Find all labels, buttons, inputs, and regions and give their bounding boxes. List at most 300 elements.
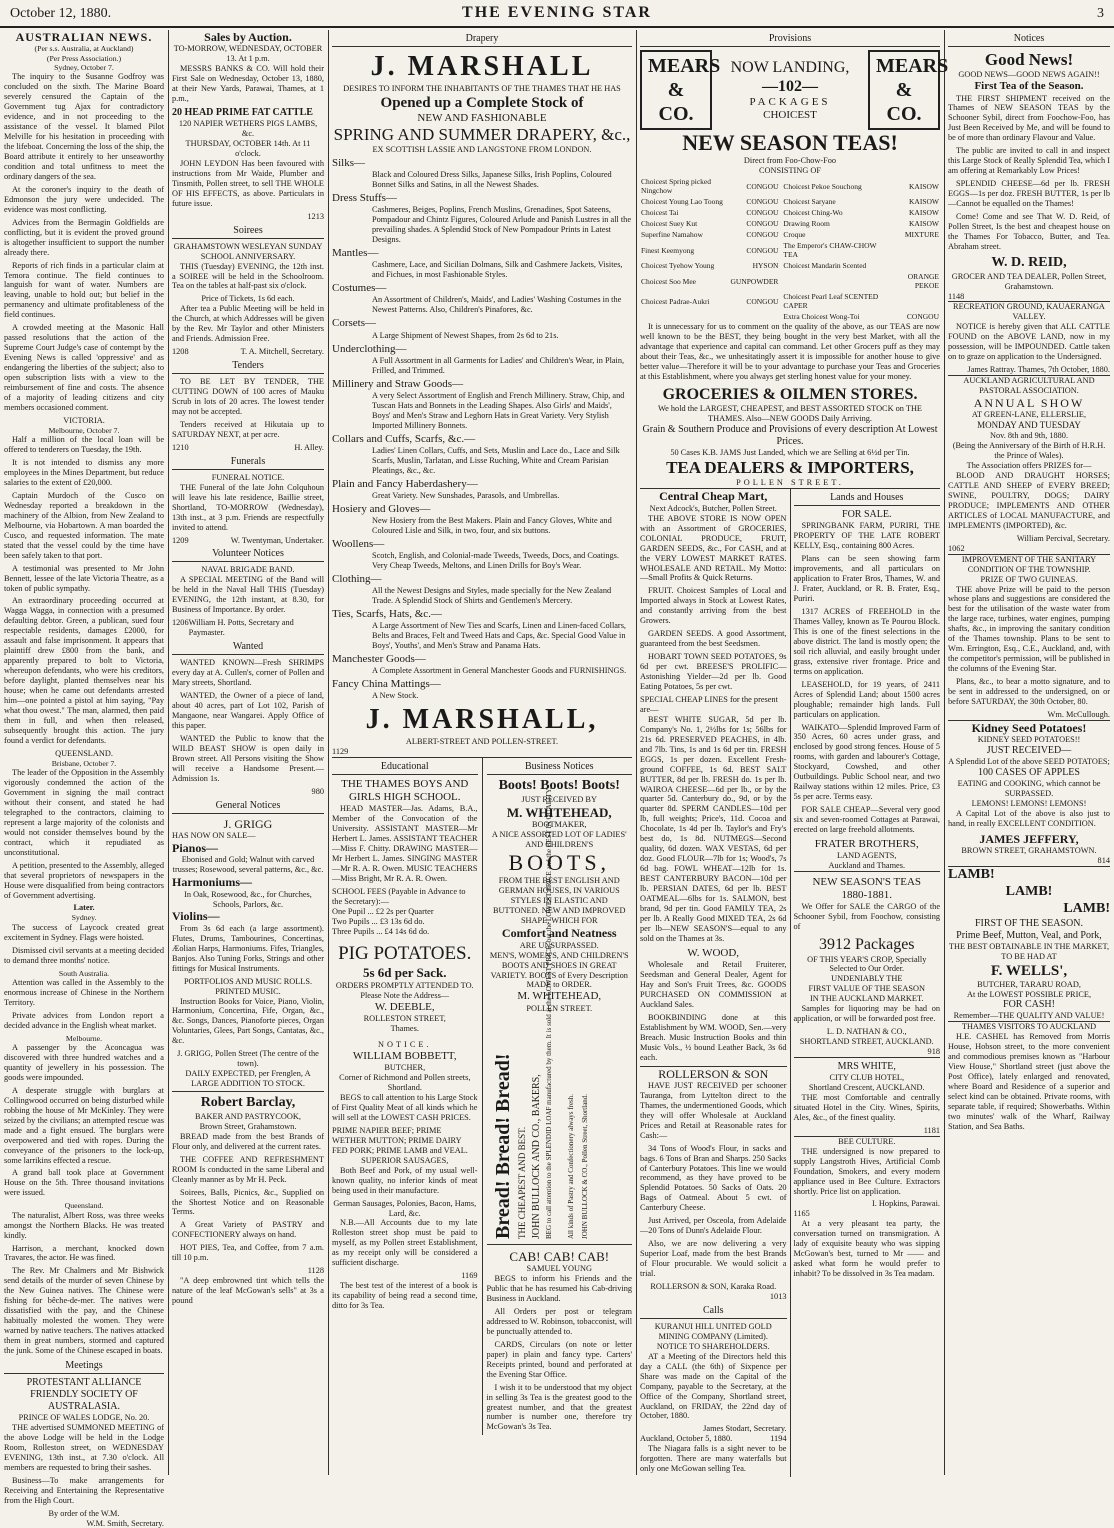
order-line: By order of the W.M. bbox=[48, 1508, 120, 1518]
tea-kind: CONGOU bbox=[906, 312, 939, 322]
dateline: Queensland. bbox=[64, 1201, 104, 1211]
drapery-item-description: A Large Assortment of New Ties and Scarfs, Linen and Linen-faced Collars, Belts and Braces, Felt and Tweed Hats and Caps, &c. Special Good Value in Boys', Youths', and Men's Straw and Panama Hats. bbox=[372, 621, 626, 651]
address: ROLLESTON STREET, bbox=[363, 1014, 446, 1024]
paragraph: LEASEHOLD, for 19 years, of 2411 Acres of Splendid Land; about 1500 acres ploughable; remainder high lands. Full particulars on application. bbox=[793, 679, 940, 719]
tea-name: Choicest Saryane bbox=[783, 197, 836, 207]
paragraph: It is unnecessary for us to comment on the quality of the above, as our TEAS are now well known to be the BEST, they being bought in the very best Market, with all the advantage that experience and capital can command. Let other Grocers puff as they may about their Teas, &c., we unhesitatingly assert it is impossible for another house to give better value—Therefore it will be to your advantage to purchase your Teas and Groceries at this Establishment, where you always get sterling honest value for your money. bbox=[640, 322, 940, 382]
ad-line: Remember—THE QUALITY AND VALUE! bbox=[948, 1011, 1110, 1022]
signature: William Percival, Secretary. bbox=[1016, 533, 1110, 543]
tea-kind: HYSON bbox=[752, 261, 779, 271]
auction-date: TO-MORROW, WEDNESDAY, OCTOBER 13. At 1 p.m. bbox=[173, 44, 323, 64]
ad-line: At the LOWEST POSSIBLE PRICE, bbox=[966, 989, 1092, 999]
drapery-item bbox=[332, 678, 632, 701]
ad-number: 980 bbox=[311, 786, 324, 796]
ad-line: J. GRIGG, Pollen Street (The centre of the town). bbox=[177, 1049, 319, 1069]
ad-line: BUTCHER, bbox=[384, 1063, 426, 1073]
ad-line: GOOD NEWS—GOOD NEWS AGAIN!! bbox=[958, 70, 1100, 80]
drapery-item-heading: Clothing— bbox=[332, 572, 382, 585]
ad-line: OF THIS YEAR'S CROP, Specially Selected to Our Order. bbox=[807, 954, 927, 974]
ad-line: THE CHEAPEST AND BEST. bbox=[516, 1126, 527, 1239]
ad-headline: SPRING AND SUMMER DRAPERY, &c., bbox=[333, 124, 631, 144]
signature: I. Hopkins, Parawai. bbox=[872, 1199, 940, 1209]
drapery-item bbox=[332, 157, 632, 190]
section-heading-provisions: Provisions bbox=[640, 32, 940, 47]
drapery-item-description: A very Select Assortment of English and French Millinery. Straw, Chip, and Tuscan Hats and Bonnets in the Leading Shapes. Also Girls' and Maids', Boys' and Men's Straw and Leghorn Hats in Great Variety. Very Stylish Imported Millinery Bonnets. bbox=[372, 390, 625, 430]
tea-kind: CONGOU bbox=[746, 208, 779, 218]
paragraph: After tea a Public Meeting will be held in the Church, at which Addresses will be given by the Rev. Mr Taylor and other Ministers and Friends. Admission Free. bbox=[172, 304, 324, 344]
ad-line: 1880-1881. bbox=[841, 889, 892, 902]
ad-line: Brown Street, Grahamstown. bbox=[199, 1121, 297, 1131]
paragraph: 34 Tons of Wood's Flour, in sacks and bags. 6 Tons of Bran and Sharps. 250 Sacks of Canterbury Potatoes. This line we would recommend, as they have proved to be Splendid Potatoes. 50 Sacks of Oats. 20 Bags of Oatmeal. About 5 cwt. of Canterbury Cheese. bbox=[640, 1143, 787, 1213]
paragraph: A Great Variety of PASTRY and CONFECTIONERY always on hand. bbox=[172, 1220, 324, 1240]
paragraph: MESSRS BANKS & CO. Will hold their First Sale on Wednesday, October 13, 1880, at their New Yards, Parawai, Thames, at 1 p.m., bbox=[172, 64, 324, 104]
ad-line: THE BEST OBTAINABLE IN THE MARKET, bbox=[948, 941, 1110, 951]
drapery-item-description: A Full Assortment in all Garments for Ladies' and Children's Wear, in Plain, Frilled, and Trimmed. bbox=[372, 355, 625, 375]
paragraph: FOR SALE CHEAP—Several very good six and seven-roomed Cottages at Parawai, erected on large freehold allotments. bbox=[793, 805, 940, 835]
paragraph: GARDEN SEEDS. A good Assortment, guaranteed from the best Seedsmen. bbox=[640, 629, 787, 649]
paragraph: THE most Comfortable and centrally situated Hotel in the City. Wines, Spirits, Ales, &c., of the finest quality. bbox=[793, 1092, 940, 1122]
column-australian-news bbox=[4, 30, 169, 1528]
advertiser-name: J. MARSHALL, bbox=[365, 704, 599, 736]
drapery-item bbox=[332, 282, 632, 315]
tea-name: Superfine Namahow bbox=[641, 230, 703, 240]
drapery-item-heading: Fancy China Mattings— bbox=[332, 678, 441, 691]
tea-kind: CONGOU bbox=[746, 296, 779, 306]
ad-line: EX SCOTTISH LASSIE AND LANGSTONE FROM LONDON. bbox=[372, 145, 592, 155]
drapery-item-heading: Woollens— bbox=[332, 537, 385, 550]
ad-line: Grain & Southern Produce and Provisions of every description At Lowest Prices. bbox=[642, 424, 938, 448]
ad-line: SUPERIOR SAUSAGES, bbox=[361, 1155, 449, 1165]
fee-line: One Pupil ... £2 2s per Quarter bbox=[332, 906, 434, 916]
paragraph: Half a million of the local loan will be offered to tenderers on Tuesday, the 19th. bbox=[4, 435, 164, 455]
drapery-item bbox=[332, 433, 632, 476]
drapery-item-heading: Silks— bbox=[332, 157, 366, 170]
ad-line: DESIRES TO INFORM THE INHABITANTS OF THE THAMES THAT HE HAS bbox=[343, 83, 621, 93]
paragraph: BOOKBINDING done at this Establishment by WM. WOOD, Sen.—very Breach. Music Instruction Books and thin Music Vols., ½ bound Leather Back, 3s 6d each. bbox=[640, 1012, 787, 1062]
drapery-item-description: Cashmeres, Beiges, Poplins, French Muslins, Grenadines, Spot Sateens, Pompadour and Chintz Figures, Coloured Arlude and Panish Lustres in all the prevailing shades. A Splendid Stock of New Pompadour Prints in Latest Designs. bbox=[372, 205, 632, 245]
ad-line: We hold the LARGEST, CHEAPEST, and BEST ASSORTED STOCK on THE THAMES. Also—NEW GOODS Daily Arriving. bbox=[657, 404, 923, 424]
advertiser-name: J. MARSHALL bbox=[370, 51, 594, 82]
drapery-item bbox=[332, 538, 632, 571]
paragraph: A testimonial was presented to Mr John Bennett, lessee of the late Victoria Theatre, as a token of public sympathy. bbox=[4, 563, 164, 593]
drapery-item bbox=[332, 247, 632, 280]
paragraph: WANTED the Public to know that the WILD BEAST SHOW is open daily in Brown street. All Persons visiting the Show will receive a Handsome Present.—Admission 1s. bbox=[172, 733, 324, 783]
paragraph: The leader of the Opposition in the Assembly vigorously condemned the action of the Government in signing the mail contract without their consent, and stated he had telegraphed to the contractors, claiming to represent a large majority of the colonists and would not consider themselves bound by the contract, which it repudiated as unconstitutional. bbox=[4, 768, 164, 857]
address: Shortland Crescent, AUCKLAND. bbox=[808, 1083, 925, 1092]
advertiser-name: ROLLERSON & SON bbox=[640, 1066, 787, 1081]
paragraph: THE undersigned is now prepared to supply Langstroth Hives, Artificial Comb Foundation, Smokers, and every modern appliance used in Bee Culture. Extractors shortly. Price list on application. bbox=[793, 1146, 940, 1196]
ad-headline: Kidney Seed Potatoes! bbox=[971, 720, 1087, 735]
paragraph: At the coroner's inquiry to the death of Edmonson the jury were undecided. The evidence was most conflicting. bbox=[4, 184, 164, 214]
news-source: (Per s.s. Australia, at Auckland) bbox=[34, 44, 134, 54]
ad-number: 1128 bbox=[307, 1266, 324, 1276]
tea-name: Finest Keemyong bbox=[641, 245, 695, 255]
ad-line: PACKAGES bbox=[749, 96, 831, 108]
advertiser-name: W. D. REID, bbox=[991, 254, 1067, 270]
paragraph: WAIKATO—Splendid Improved Farm of 350 Acres, 60 acres under grass, and enclosed by good strong fences. House of 5 rooms, with garden and labourer's Cottage, Stockyard, Cowshed, and other Outbuildings. Public School near, and two Railway stations within 12 miles. Price, £3 5s per acre. Terms easy. bbox=[793, 722, 940, 802]
paragraph: At a very pleasant tea party, the conversation turned on transmigration. A lady of exquisite beauty who was sipping McGowan's best, turned to Mr —— and asked what form he would prefer to inhabit? To be dissolved in 3s Tea madam. bbox=[793, 1219, 940, 1279]
paragraph: Plans can be seen showing farm improvements, and all particulars on application to Frater Bros, Thames, W. and J. Frater, Auckland, or R. B. Frater, Esq., Puriri. bbox=[793, 554, 940, 604]
paragraph: BEST WHITE SUGAR, 5d per lb. Company's No. 1, 2½lbs for 1s; 56lbs for 21s 6d. PRESERVED PEACHES, in 4lb. and 7lb. Tins, 1s and 1s 6d per tin. FRESH EGGS, 1s per dozen. Excellent Fresh-ground COFFEE, 1s 6d. BEST SALT BUTTER, 8d per lb. FRESH do. 1s per lb. WAIROA CHEESE—6d per lb., or by the quarter 5d. Canterbury do., 9d, or by the quarter 8d. SPERM CANDLES—10d per lb, full weights; Price's, 11d. Cocoa and Chocolate, 1s 4d per lb. Taylor's and Fry's best do, 1s 8d. NUTMEGS—Second quality, 6d dozen. WAX VESTAS, 6d per doz. Good FLOUR—7lb for 1s; Wood's, 7s 6d bag. FOWL WHEAT—12lb for 1s. BEST CANTERBURY BACON—10d per lb. PERSIAN DATES, 6d per lb. BEST OATMEAL—6lbs for 1s. SALMON, best brand, 9d per tin. Good FAMILY TEA, 2s per lb. A Really Good MIXED TEA, 2s 6d per lb—NEW SEASON'S—equal to any sold on the Thames at 3s. bbox=[640, 714, 787, 943]
ad-line: BAKER AND PASTRYCOOK, bbox=[195, 1111, 301, 1121]
news-title: AUSTRALIAN NEWS. bbox=[15, 30, 153, 44]
ad-number: 918 bbox=[794, 1047, 941, 1058]
paragraph: Attention was called in the Assembly to the enormous increase of Chinese in the Northern Territory. bbox=[4, 977, 164, 1007]
ad-headline: NOW LANDING, bbox=[730, 58, 850, 76]
drapery-item-heading: Mantles— bbox=[332, 247, 379, 260]
paragraph: From 3s 6d each (a large assortment). Flutes, Drums, Tambourines, Concertinas, Æolian Harps, Harmoniums. Fifes, Triangles, Banjos. Also Tuning Forks, Strings and other fittings for Musical Instruments. bbox=[172, 923, 324, 973]
advertiser-name: W. WOOD, bbox=[687, 946, 740, 959]
section-heading-educational: Educational bbox=[332, 760, 478, 775]
drapery-item-description: Great Variety. New Sunshades, Parasols, and Umbrellas. bbox=[372, 490, 560, 500]
paragraph: Harrison, a merchant, knocked down Travares, the actor. He was fined. bbox=[4, 1243, 164, 1263]
ad-line: KIDNEY SEED POTATOES!! bbox=[977, 735, 1081, 745]
paragraph: A Capital Lot of the above is also just to hand, in really EXCELLENT CONDITION. bbox=[948, 809, 1110, 828]
fee-line: Two Pupils ... £3 13s 6d do. bbox=[332, 916, 425, 926]
tea-kind bbox=[886, 291, 940, 311]
product-heading: Pianos— bbox=[172, 840, 219, 855]
section-heading-notices: Notices bbox=[948, 32, 1110, 47]
paragraph: Also, we are now delivering a very Superior Loaf, made from the best Brands of Flour procurable. We would solicit a trial. bbox=[640, 1239, 787, 1279]
paragraph: Advices from the Bermagin Goldfields are conflicting, but it is evident the proved ground is altogether insufficient to support the number already there. bbox=[4, 217, 164, 257]
ad-number: 814 bbox=[948, 856, 1110, 867]
tea-kind: CONGOU bbox=[746, 219, 779, 229]
ticket-price: Price of Tickets, 1s 6d each. bbox=[201, 294, 295, 304]
section-heading-calls: Calls bbox=[640, 1304, 787, 1319]
region-heading: Later. bbox=[73, 903, 95, 913]
ad-headline: TEA DEALERS & IMPORTERS, bbox=[666, 458, 914, 478]
tea-name bbox=[640, 311, 729, 322]
dateline: Melbourne, October 7. bbox=[48, 425, 120, 435]
tea-kind bbox=[729, 311, 779, 322]
section-heading-business: Business Notices bbox=[487, 760, 633, 775]
signature: ROLLERSON & SON, Karaka Road. bbox=[650, 1282, 777, 1291]
drapery-item-heading: Hosiery and Gloves— bbox=[332, 502, 431, 515]
drapery-item bbox=[332, 608, 632, 651]
drapery-item-description: An Assortment of Children's, Maids', and Ladies' Washing Costumes in the Newest Patterns. Also, Children's Pinafores, &c. bbox=[372, 295, 622, 315]
paragraph: The success of Laycock created great excitement in Sydney. Flags were hoisted. bbox=[4, 922, 164, 942]
ad-line: IN THE AUCKLAND MARKET. bbox=[809, 994, 924, 1004]
section-heading-auctions: Sales by Auction. bbox=[204, 30, 292, 44]
drapery-item-description: Black and Coloured Dress Silks, Japanese Silks, Irish Poplins, Coloured Bonnet Silks and Satins, in all the Newest Shades. bbox=[372, 170, 612, 190]
tea-name: Choicest Young Lao Toong bbox=[641, 197, 723, 207]
signature: James Stodart, Secretary. bbox=[703, 1424, 787, 1434]
tea-row bbox=[640, 218, 940, 229]
section-heading-lands: Lands and Houses bbox=[794, 491, 941, 506]
paragraph: Dismissed civil servants at a meeting decided to demand three months' notice. bbox=[4, 945, 164, 965]
ad-headline: NEW SEASON'S TEAS bbox=[812, 876, 922, 889]
price: 5s 6d per Sack. bbox=[362, 965, 447, 981]
section-heading-volunteer: Volunteer Notices bbox=[172, 547, 324, 562]
address: JOHN BULLOCK & CO., Pollen Street, Shortland. bbox=[580, 1093, 589, 1239]
notice-title: BEE CULTURE. bbox=[794, 1136, 941, 1147]
address: Thames. bbox=[390, 1024, 419, 1034]
fee-line: Three Pupils ... £4 14s 6d do. bbox=[332, 926, 430, 936]
ad-line: EATING and COOKING, which cannot be SURPASSED. bbox=[957, 779, 1101, 799]
drapery-item bbox=[332, 343, 632, 376]
paragraph: BEGS to inform his Friends and the Public that he has resumed his Cab-driving Business in Auckland. bbox=[486, 1274, 632, 1303]
drapery-item bbox=[332, 653, 632, 676]
ad-number: 1013 bbox=[769, 1291, 787, 1301]
advertiser-name: F. WELLS', bbox=[990, 962, 1068, 979]
paragraph: SPLENDID CHEESE—6d per lb. FRESH EGGS—1s per doz. FRESH BUTTER, 1s per lb—Cannot be equalled on the Thames! bbox=[948, 179, 1110, 209]
paragraph: "A deep embrowned tint which tells the nature of the leaf McGowan's sells" at 3s a pound bbox=[172, 1276, 324, 1306]
paragraph: A passenger by the Aconcagua was discovered with three hundred watches and a quantity of jewellery in his possession. The goods were impounded. bbox=[4, 1043, 164, 1082]
region-heading: QUEENSLAND. bbox=[55, 748, 113, 758]
drapery-item-description: Ladies' Linen Collars, Cuffs, and Sets, Muslin and Lace do., Lace and Silk Scarfs, Muslin, Tarlatan, and Lisse Ruching, White and Cream Parisian Pleatings, &c., &c. bbox=[372, 445, 620, 475]
ad-headline: 3912 Packages bbox=[818, 936, 915, 954]
paragraph: Wholesale and Retail Fruiterer, Seedsman and General Dealer, Agent for Hay and Son's Fruit Trees, &c. GOODS PURCHASED ON COMMISSION at Auckland Sales. bbox=[640, 959, 787, 1009]
dateline: Melbourne. bbox=[65, 1033, 103, 1043]
news-agency: (Per Press Association.) bbox=[46, 53, 122, 63]
paragraph: BLOOD AND DRAUGHT HORSES; CATTLE AND SHEEP of EVERY BREED; SWINE, POULTRY, DOGS; DAIRY PRODUCE; IMPLEMENTS AND OTHER ARTICLES of LOCAL MANUFACTURE, and IMPLEMENTS (IMPORTED), &c. bbox=[948, 471, 1110, 530]
tea-kind: KAISOW bbox=[909, 181, 939, 191]
tea-kind: CONGOU bbox=[746, 197, 779, 207]
tea-kind: MIXTURE bbox=[904, 230, 939, 240]
ad-line: FIRST VALUE OF THE SEASON bbox=[808, 984, 925, 994]
ad-line: BOOTMAKER, bbox=[531, 820, 587, 830]
tea-name: Choicest Pearl Leaf SCENTED CAPER bbox=[783, 292, 879, 311]
paragraph: THIS (Tuesday) EVENING, the 12th inst. a SOIREE will be held in the Schoolroom. Tea on the tables at half-past six o'clock. bbox=[172, 261, 324, 291]
paragraph: An extraordinary proceeding occurred at Wagga Wagga, in connection with a presumed defaulting debtor. Green, a publican, sued four respectable residents, damages £2000, for assault and false imprisonment. It appears that plaintiff drew £800 from the bank, and apparently prepared to bolt to Victoria, whereupon defendants, who were his creditors, before daylight, planted themselves near his house; when he came out defendants arrested him—one pointed a pistol at him saying, "Pay what thou owest." The man, alarmed, then paid them in full, and when then released, subsequently brought this action. The jury found a verdict for defendants. bbox=[4, 596, 164, 745]
tea-row bbox=[640, 176, 940, 196]
paragraph: THE COFFEE AND REFRESHMENT ROOM Is conducted in the same Liberal and Cleanly manner as by Mr H. Peck. bbox=[172, 1154, 324, 1184]
tea-name: Choicest Spring picked Ningchow bbox=[641, 177, 711, 196]
ad-line: CHOICEST bbox=[763, 109, 817, 122]
ad-number: 1148 bbox=[948, 292, 1110, 303]
ad-line: HAS NOW ON SALE— bbox=[172, 830, 256, 840]
ad-number: 1165 bbox=[793, 1209, 810, 1219]
ad-line: PRIZE OF TWO GUINEAS. bbox=[980, 574, 1078, 584]
drapery-item-heading: Millinery and Straw Goods— bbox=[332, 377, 464, 390]
address: Corner of Richmond and Pollen streets, Shortland. bbox=[339, 1073, 471, 1093]
ad-number: 1210 bbox=[172, 442, 189, 452]
tea-list bbox=[640, 176, 940, 322]
notice-title: THAMES VISITORS TO AUCKLAND bbox=[961, 1022, 1097, 1032]
ad-headline: LAMB! bbox=[948, 867, 995, 883]
ad-headline: Bread! Bread! Bread! bbox=[491, 1053, 514, 1239]
address: GROCER AND TEA DEALER, Pollen Street, Grahamstown. bbox=[951, 271, 1107, 291]
paragraph: BREAD made from the best Brands of Flour only, and delivered at the current rates. bbox=[172, 1131, 324, 1151]
paragraph: Reports of rich finds in a particular claim at Temora continue. The field continues to languish for want of water. Numbers are leaving, unable to hold out; but belief in the permanency and ultimate profitableness of the field continues. bbox=[4, 260, 164, 320]
tea-name: Extra Choicest Wong-Toi bbox=[783, 312, 860, 322]
ad-headline: Good News! bbox=[984, 50, 1074, 69]
ad-headline: LAMB! bbox=[1005, 884, 1053, 900]
paragraph: Business—To make arrangements for Receiving and Entertaining the Representative from the High Court. bbox=[4, 1475, 164, 1505]
section-heading-funerals: Funerals bbox=[172, 455, 324, 470]
paragraph: We Offer for SALE the CARGO of the Schooner Sybil, from Foochow, consisting of bbox=[793, 902, 940, 932]
drapery-item-heading: Corsets— bbox=[332, 317, 376, 330]
dateline: Sydney, October 7. bbox=[54, 63, 114, 73]
tea-kind: KAISOW bbox=[909, 208, 939, 218]
ad-number: 1213 bbox=[307, 211, 324, 221]
tea-name: Choicest Ching-Wo bbox=[783, 208, 843, 218]
tea-kind bbox=[886, 240, 940, 260]
ad-number: 1062 bbox=[948, 544, 1110, 555]
tea-kind: GUNPOWDER bbox=[730, 276, 779, 286]
drapery-item-description: A Large Shipment of Newest Shapes, from 2s 6d to 21s. bbox=[372, 330, 559, 340]
tea-row bbox=[640, 271, 940, 291]
advertiser-name: WILLIAM BOBBETT, bbox=[352, 1050, 457, 1062]
ad-number: 1209 bbox=[172, 535, 189, 545]
ad-headline: CAB! CAB! CAB! bbox=[509, 1248, 610, 1264]
ad-number: 1206 bbox=[172, 618, 189, 628]
paragraph: I wish it to be understood that my object in selling 3s Tea is the greatest good to the greatest number, and that the greatest number is number one, therefore try McGowan's 3s Tea. bbox=[486, 1382, 632, 1432]
mears-logo-left: MEARS & CO. bbox=[640, 50, 712, 130]
address: SHORTLAND STREET, AUCKLAND. bbox=[799, 1037, 934, 1047]
section-heading-meetings: Meetings bbox=[4, 1359, 164, 1374]
paragraph: WANTED, the Owner of a piece of land, about 40 acres, part of Lot 102, Parish of Mangaone, near Wangarei. Apply Office of this paper. bbox=[172, 691, 324, 730]
ad-line: Nov. 8th and 9th, 1880. bbox=[989, 431, 1069, 441]
ad-line: ORDERS PROMPTLY ATTENDED TO. bbox=[335, 981, 474, 991]
ad-line: FROM THE BEST ENGLISH AND GERMAN HOUSES, IN VARIOUS STYLES IN ELASTIC AND BUTTONED. NEW AND IMPROVED SHAPE, WHICH FOR bbox=[493, 876, 626, 926]
ad-line: In Oak, Rosewood, &c., for Churches, Schools, Parlors, &c. bbox=[184, 889, 312, 909]
page-number: 3 bbox=[1097, 6, 1104, 21]
section-heading-tenders: Tenders bbox=[172, 359, 324, 374]
paragraph: HOT PIES, Tea, and Coffee, from 7 a.m. till 10 p.m. bbox=[172, 1243, 324, 1263]
tea-name: Choicest Suey Kut bbox=[641, 219, 698, 229]
ad-line: NEW AND FASHIONABLE bbox=[417, 111, 547, 124]
dateline: Sydney. bbox=[71, 913, 97, 923]
address: BUTCHER, TARARU ROAD, bbox=[977, 979, 1081, 989]
section-heading-general: General Notices bbox=[172, 799, 324, 814]
ad-headline: ANNUAL SHOW bbox=[973, 396, 1085, 411]
ad-line: The Association offers PRIZES for— bbox=[966, 461, 1092, 471]
paragraph: Private advices from London report a decided advance in the English wheat market. bbox=[4, 1010, 164, 1030]
tea-kind: KAISOW bbox=[909, 197, 939, 207]
region-heading: VICTORIA. bbox=[63, 415, 105, 425]
signature: H. Alley. bbox=[294, 442, 324, 452]
ad-line: LAND AGENTS, bbox=[837, 851, 897, 861]
ad-line: PRIME NAPIER BEEF; PRIME WETHER MUTTON; PRIME DAIRY FED PORK; PRIME LAMB and VEAL. bbox=[332, 1125, 468, 1155]
auction-lot: 20 HEAD PRIME FAT CATTLE bbox=[172, 107, 313, 119]
paragraph: WANTED KNOWN—Fresh SHRIMPS every day at A. Cullen's, corner of Pollen and Mary streets, Shortland. bbox=[172, 658, 324, 688]
signature: T. A. Mitchell, Secretary. bbox=[240, 347, 324, 357]
ad-line: ARE UNSURPASSED. bbox=[519, 940, 599, 950]
ad-line: FIRST OF THE SEASON. bbox=[975, 917, 1083, 929]
product-heading: Violins— bbox=[172, 909, 220, 924]
paragraph: Tenders received at Hikutaia up to SATURDAY NEXT, at per acre. bbox=[172, 419, 324, 439]
ad-line: JUST RECEIVED— bbox=[986, 745, 1072, 757]
ad-headline: Opened up a Complete Stock of bbox=[380, 94, 584, 111]
ad-headline: NEW SEASON TEAS! bbox=[682, 130, 898, 155]
tea-name: The Emperor's CHAW-CHOW TEA bbox=[783, 241, 877, 260]
paragraph: JOHN LEYDON Has been favoured with instructions from Mr Waide, Plumber and Tinsmith, Pollen street, to sell THE WHOLE OF HIS EFFECTS, as above. Particulars in future issue. bbox=[172, 158, 324, 208]
drapery-item bbox=[332, 503, 632, 536]
paragraph: Soirees, Balls, Picnics, &c., Supplied on the Shortest Notice and on Reasonable Terms. bbox=[172, 1187, 324, 1217]
ad-line: SCHOOL FEES (Payable in Advance to the Secretary):— bbox=[332, 886, 466, 906]
notice-title: IMPROVEMENT OF THE SANITARY CONDITION OF THE TOWNSHIP. bbox=[961, 554, 1097, 574]
drapery-item-description: All the Newest Designs and Styles, made specially for the New Zealand Trade. A Splendid Stock of Shirts and Gentlemen's Mercery. bbox=[372, 586, 612, 606]
ad-line: MONDAY AND TUESDAY bbox=[977, 420, 1081, 431]
advertiser-name: M. WHITEHEAD, bbox=[506, 804, 612, 820]
paragraph: A crowded meeting at the Masonic Hall passed resolutions that the action of the Supreme Court Judge's case of contempt by the Evening News is called 'oppressive' and as endangering the liberties of the subject; also to open subscription lists with a view to the reimbursement of fine and costs. The absence of a majority of leading citizens and city members occasioned comment. bbox=[4, 323, 164, 412]
tea-name: Croque bbox=[783, 230, 806, 240]
advertiser-name: JOHN BULLOCK AND CO., BAKERS, bbox=[530, 1073, 542, 1239]
paragraph: SPRINGBANK FARM, PURIRI, THE PROPERTY OF THE LATE ROBERT KELLY, Esq., containing 800 Acres. bbox=[793, 521, 940, 551]
paragraph: CARDS, Circulars (on note or letter paper) in plain and fancy type. Carters' Receipts printed, bound and perforated at the Evening Star Office. bbox=[486, 1339, 632, 1379]
signature: William H. Potts, Secretary and Paymaster. bbox=[188, 618, 294, 638]
notice-title: FUNERAL NOTICE. bbox=[211, 472, 285, 482]
paragraph: H.E. CASHEL has Removed from Morris House, Hobson street, to the more convenient and commodious premises known as "Harbour View House," Shortland street (just above the Post Office), lately enlarged and renovated, where Board and Residence of a superior and select kind can be obtained. Private rooms, with separate table, if required; Showerbaths. Within two minutes' walk of the Wharf, Railway Station, and Sea Baths. bbox=[948, 1032, 1110, 1131]
advertiser-name: Central Cheap Mart, bbox=[659, 489, 768, 504]
paragraph: Come! Come and see That W. D. Reid, of Pollen Street, Is the best and cheapest house on the Thames For Tobacco, Butter, and Tea. Abraham street. bbox=[948, 212, 1110, 251]
ad-line: LEMONS! LEMONS! LEMONS! bbox=[971, 799, 1087, 809]
ad-line: TO BE HAD AT bbox=[1001, 951, 1057, 961]
ad-line: Prime Beef, Mutton, Veal, and Pork, bbox=[956, 929, 1102, 941]
column-drapery bbox=[332, 30, 637, 1475]
drapery-item-description: A New Stock. bbox=[372, 691, 419, 701]
drapery-item bbox=[332, 573, 632, 606]
ad-line: Direct from Foo-Chow-Foo bbox=[743, 156, 837, 166]
notice-title: NOTICE. bbox=[378, 1040, 432, 1050]
auction-date: THURSDAY, OCTOBER 14th. At 11 o'clock. bbox=[185, 139, 311, 158]
tea-row bbox=[640, 311, 940, 322]
tea-name: Choicest Tyehow Young bbox=[641, 261, 715, 271]
school-name: THE THAMES BOYS AND GIRLS HIGH SCHOOL. bbox=[341, 777, 469, 804]
signature: W.M. Smith, Secretary. bbox=[86, 1518, 164, 1528]
paragraph: THE above Prize will be paid to the person whose plans and suggestions are considered the best for the utilisation of the waste water from the large race, turbines, water engines, pumping shafts, &c., in improving the sanitary condition of the Thames township. Plans to be sent to Wm. Errington, Esq., C.E., Auckland, and, with the competitor's permission, will be published in the columns of the Evening Star. bbox=[948, 584, 1110, 674]
column-notices bbox=[948, 30, 1110, 1475]
paragraph: The inquiry to the Susanne Godfroy was concluded on the sixth. The Marine Board severely censured the Captain of the Government tug Ajax for contradictory evidence, and in not proceeding to the assistance of the vessel. It blamed Pilot Melville for his hesitation in proceeding with the lifeboat. Concerning the loss of the ship, the Board attribute it entirely to her unseaworthy condition and total unfitness to meet the ordinary dangers of the sea. bbox=[4, 72, 164, 181]
advertiser-name: JAMES JEFFERY, bbox=[979, 831, 1079, 846]
paragraph: Instruction Books for Voice, Piano, Violin, Harmonium, Concertina, Fife, Organ, &c., &c. Songs, Dances, Pianoforte pieces, Organ Voluntaries, Glees, Part Songs, Cantatas, &c., &c. bbox=[172, 996, 324, 1046]
notice-title: RECREATION GROUND, KAUAERANGA VALLEY. bbox=[953, 302, 1105, 322]
paragraph: NOTICE is hereby given that ALL CATTLE FOUND on the ABOVE LAND, now in my possession, will be IMPOUNDED. Cattle taken on to graze on application to the Undersigned. bbox=[948, 322, 1110, 362]
address: Next Adcock's, Butcher, Pollen Street. bbox=[649, 503, 777, 513]
mears-logo-right: MEARS & CO. bbox=[868, 50, 940, 130]
ad-line: FOR CASH! bbox=[1003, 999, 1055, 1011]
signature: W. Twentyman, Undertaker. bbox=[230, 535, 324, 545]
paragraph: THE advertised SUMMONED MEETING of the above Lodge will be held in the Lodge Room, Rolleston street, on WEDNESDAY EVENING, 13th inst., at 7.30 o'clock. All members are requested to bring their sashes. bbox=[4, 1422, 164, 1472]
ad-headline: Comfort and Neatness bbox=[501, 926, 617, 941]
address: Auckland and Thames. bbox=[794, 861, 941, 872]
ad-line: BEG to call attention to the SPLENDID LOAF manufactured by them. It is sold at the LOWEST PRICE, but the LOWEST PRICE and the BEST IN QUALITY. bbox=[544, 787, 553, 1239]
ad-line: A NICE ASSORTED LOT OF LADIES' AND CHILDREN'S bbox=[491, 830, 627, 850]
paragraph: It is not intended to dismiss any more employees in the Mines Department, but reduce salaries to the extent of £20,000. bbox=[4, 458, 164, 487]
paragraph: FRUIT. Choicest Samples of Local and Imported always in Stock at Lowest Rates, and constantly arriving from the best Growers. bbox=[640, 586, 787, 626]
newspaper-name: THE EVENING STAR bbox=[462, 4, 652, 21]
dateline: South Australia. bbox=[58, 968, 110, 978]
tea-row bbox=[640, 207, 940, 218]
tea-name: Choicest Mandarin Scented bbox=[783, 261, 867, 271]
advertiser-name: J. GRIGG bbox=[223, 816, 273, 831]
ad-line: PORTFOLIOS AND MUSIC ROLLS. PRINTED MUSIC. bbox=[183, 976, 313, 996]
dateline: Brisbane, October 7. bbox=[51, 758, 117, 768]
notice-title: NOTICE TO SHAREHOLDERS. bbox=[656, 1341, 770, 1351]
tea-row bbox=[640, 260, 940, 271]
section-heading-wanted: Wanted bbox=[172, 640, 324, 655]
paragraph: Samples for liquoring may be had on application, or will be forwarded post free. bbox=[793, 1004, 940, 1024]
paragraph: A grand ball took place at Government House on the 5th. Three thousand invitations were issued. bbox=[4, 1168, 164, 1198]
paragraph: THE Funeral of the late John Colquhoun will leave his late residence, Baillie street, Shortland, TO-MORROW (Wednesday), 13th inst., at 3 p.m. Friends are respectfully invited to attend. bbox=[172, 482, 324, 532]
paragraph: AT a Meeting of the Directors held this day a CALL (the 6th) of Sixpence per Share was made on the Capital of the Company, payable to the Secretary, at the Office of the Company, Shortland street, Auckland, on FRIDAY, the 22nd day of October, 1880. bbox=[640, 1351, 787, 1421]
drapery-item-heading: Dress Stuffs— bbox=[332, 192, 397, 205]
paragraph: 1317 ACRES of FREEHOLD in the Thames Valley, known as Te Pourou Block. This is one of the finest selections in the above district. The land is mostly open; the soil rich alluvial, and easily brought under grass, extensive river frontage. Price and terms on application. bbox=[793, 607, 940, 676]
paragraph: The naturalist, Albert Ross, was three weeks amongst the Northern Blacks. He was treated kindly. bbox=[4, 1210, 164, 1240]
tea-name: Choicest Tai bbox=[641, 208, 679, 218]
drapery-item-heading: Ties, Scarfs, Hats, &c.— bbox=[332, 608, 442, 621]
drapery-item bbox=[332, 192, 632, 245]
paragraph: The Niagara falls is a sight never to be forgotten. There are many waterfalls but only one McGowan selling Tea. bbox=[640, 1444, 787, 1474]
section-heading-drapery: Drapery bbox=[332, 32, 632, 47]
tea-name: Drawing Room bbox=[783, 219, 830, 229]
advertiser-name: W. DEEBLE, bbox=[374, 1000, 435, 1013]
masthead bbox=[0, 0, 1114, 28]
ad-headline: Boots! Boots! Boots! bbox=[498, 777, 620, 793]
ad-line: German Sausages, Polonies, Bacon, Hams, Lard, &c. bbox=[333, 1198, 477, 1218]
paragraph: HEAD MASTER—Jas. Adams, B.A., Member of the Convocation of the University. ASSISTANT MASTER—Mr Herbert L. James. ASSISTANT TEACHER—Miss F. Chitty. DRAWING MASTER—Mr Herbert L. James. SINGING MASTER—Mr R. A. R. Owen. MUSIC TEACHERS—Miss Bright, Mr R. A. R. Owen. bbox=[332, 804, 478, 883]
